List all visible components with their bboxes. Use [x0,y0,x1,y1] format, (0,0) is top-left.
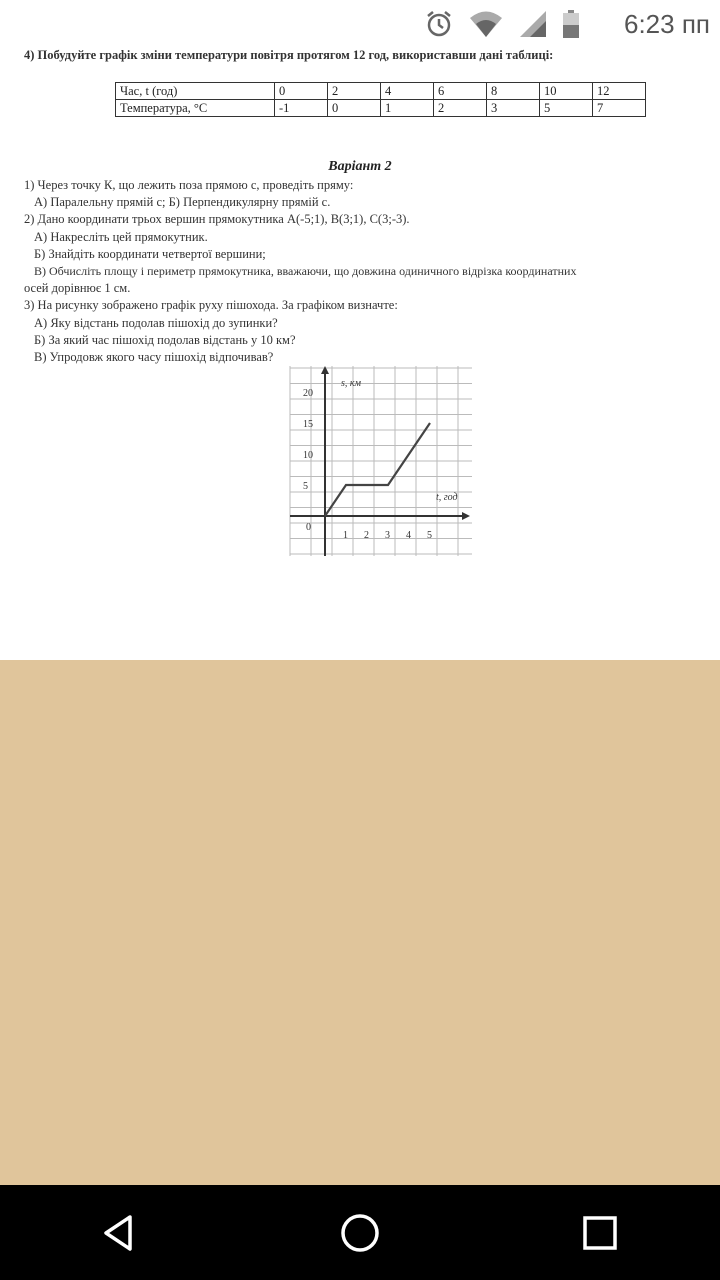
series-line [325,423,430,516]
recents-button[interactable] [565,1198,635,1268]
table-cell: 4 [381,83,434,100]
text-line: А) Накресліть цей прямокутник. [34,230,208,244]
back-icon [100,1213,140,1253]
table-cell: 7 [593,100,646,117]
table-cell: 5 [540,100,593,117]
text-line: 2) Дано координати трьох вершин прямокутника А(-5;1), В(3;1), С(3;-3). [24,212,410,226]
text-line: 1) Через точку К, що лежить поза прямою с, проведіть пряму: [24,178,354,192]
table-cell: Температура, °С [116,100,275,117]
home-button[interactable] [325,1198,395,1268]
table-cell: 0 [328,100,381,117]
x-axis-label: t, год [436,492,458,503]
task4-title: 4) Побудуйте графік зміни температури повітря протягом 12 год, використавши дані таблиці: [24,48,554,62]
y-axis-arrow [321,366,329,374]
home-icon [338,1211,382,1255]
x-tick-label: 1 [343,530,348,541]
table-cell: -1 [275,100,328,117]
status-time: 6:23 пп [624,8,710,39]
alarm-icon [424,9,454,39]
variant-title: Варіант 2 [328,159,392,174]
table-cell: 2 [434,100,487,117]
empty-background [0,660,720,1185]
y-tick-label: 10 [303,450,313,461]
table-cell: 3 [487,100,540,117]
text-line: осей дорівнює 1 см. [24,281,131,295]
table-cell: 12 [593,83,646,100]
x-tick-label: 5 [427,530,432,541]
y-tick-label: 5 [303,481,308,492]
text-line: Б) Знайдіть координати четвертої вершини; [34,247,266,261]
table-row [116,83,646,100]
table-cell: 1 [381,100,434,117]
status-icons [424,6,710,42]
x-tick-label: 3 [385,530,390,541]
table-cell: 2 [328,83,381,100]
text-line: А) Яку відстань подолав пішохід до зупинки? [34,316,278,330]
text-line: В) Упродовж якого часу пішохід відпочивав? [34,350,274,364]
pedestrian-motion-graph [280,360,480,560]
wifi-icon [468,9,504,39]
x-axis-arrow [462,512,470,520]
x-tick-label: 2 [364,530,369,541]
table-cell: 6 [434,83,487,100]
recents-icon [580,1213,620,1253]
text-line: 3) На рисунку зображено графік руху пішохода. За графіком визначте: [24,298,398,312]
navigation-bar [0,1185,720,1280]
signal-icon [518,9,548,39]
y-tick-label: 15 [303,419,313,430]
y-tick-label: 20 [303,388,313,399]
table-cell: 8 [487,83,540,100]
battery-icon [562,9,580,39]
x-tick-label: 4 [406,530,411,541]
back-button[interactable] [85,1198,155,1268]
origin-label: 0 [306,522,311,533]
table-row [116,100,646,117]
table-cell: 10 [540,83,593,100]
y-axis-label: s, км [341,378,361,389]
text-line: В) Обчисліть площу і периметр прямокутника, вважаючи, що довжина одиничного відрізка координатних [34,264,577,278]
table-cell: 0 [275,83,328,100]
document-page [0,40,720,660]
temperature-table [115,82,646,117]
table-cell: Час, t (год) [116,83,275,100]
text-line: Б) За який час пішохід подолав відстань у 10 км? [34,333,296,347]
text-line: А) Паралельну прямій с; Б) Перпендикулярну прямій с. [34,195,331,209]
